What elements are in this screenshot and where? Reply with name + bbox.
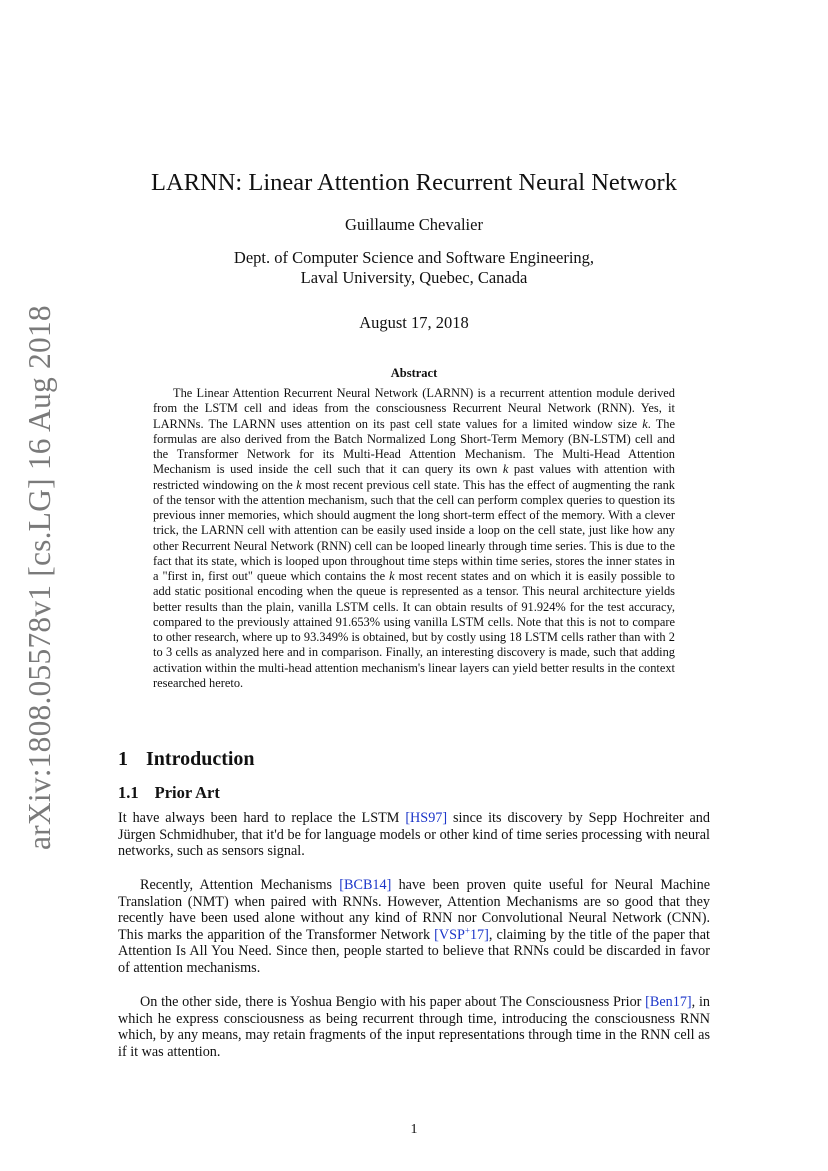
citation-link-hs97[interactable]: [HS97] [405,810,448,826]
abstract-text: . The formulas are also derived from the Batch Normalized Long Short-Term Memory (BN-LSTM) cell and the Transformer Network for its Multi-Head Attention Mechanism. The Multi-Head Attention Mechanism is used inside the cell such that it can query its own [153,416,675,477]
abstract-body [153,386,675,691]
paragraph-text: since its discovery by Sepp Hochreiter and Jürgen Schmidhuber, that it'd be for language models or other kind of time series processing with neural networks, such as sensors signal. [118,810,710,860]
abstract-text: most recent previous cell state. This has the effect of augmenting the rank of the tensor with the attention mechanism, such that the cell can perform complex queries to question its previous inner memories, which should augment the long short-term effect of the memory. With a clever trick, the LARNN cell with attention can be easily used inside a loop on the cell state, just like how any other Recurrent Neural Network (RNN) cell can be looped linearly through time series. This is due to the fact that its state, which is looped upon throughout time steps within time series, stores the inner states in a "first in, first out" queue which contains the [153,477,675,583]
paragraph-2 [118,877,710,977]
page-number: 1 [410,1122,418,1137]
citation-link-bcb14[interactable]: [BCB14] [339,877,392,893]
subsection-number: 1.1 [118,783,139,802]
math-variable-k: k [296,477,302,492]
citation-text: [VSP [434,926,465,943]
citation-link-vsp17[interactable] [434,927,489,943]
paragraph-text: , claiming by the title of the paper that Attention Is All You Need. Since then, people started to believe that RNNs could be discarded in favor of attention mechanisms. [118,926,710,976]
paragraph-text: have been proven quite useful for Neural Machine Translation (NMT) when paired with RNNs. However, Attention Mechanisms are so good that they recently have been used alone without any kind of RNN nor Convolutional Neural Network (CNN). This marks the apparition of the Transformer Network [118,877,711,943]
math-variable-k: k [389,569,395,583]
paper-title: LARNN: Linear Attention Recurrent Neural Network [151,169,677,196]
math-variable-k: k [642,416,648,431]
abstract-text: The Linear Attention Recurrent Neural Network (LARNN) is a recurrent attention module derived from the LSTM cell and ideas from the consciousness Recurrent Neural Network (RNN). Yes, it LARNNs. The LARNN uses attention on its past cell state values for a limited window size [153,386,675,431]
paragraph-text: It have always been hard to replace the LSTM [118,810,406,826]
citation-text: 17] [469,926,489,943]
affiliation-line-2: Laval University, Quebec, Canada [300,268,528,287]
affiliation-line-1: Dept. of Computer Science and Software Engineering, [233,248,595,267]
abstract-text: past values with attention with restricted windowing on the [153,462,675,492]
author-affiliation [0,248,828,288]
paragraph-text: , in which he express consciousness as being recurrent through time, introducing the consciousness RNN which, by any means, may retain fragments of the input representations through time in the RNN cell as if it was attention. [118,994,710,1060]
abstract-text: most recent states and on which it is easily possible to add static positional encoding when the queue is represented as a tensor. This neural architecture yields better results than the plain, vanilla LSTM cells. It can obtain results of 91.924% for the test accuracy, compared to the previously attained 91.653% using vanilla LSTM cells. Note that this is not to compare to other research, where up to 93.349% is obtained, but by costly using 18 LSTM cells rather than with 2 to 3 cells as analyzed here and in comparison. Finally, an interesting discovery is made, such that adding activation within the multi-head attention mechanism's linear layers can yield better results in the context researched hereto. [153,569,676,690]
section-heading-introduction [118,746,255,772]
citation-superscript: + [464,925,470,936]
section-number: 1 [118,748,128,770]
paragraph-text: On the other side, there is Yoshua Bengio with his paper about The Consciousness Prior [140,994,646,1010]
section-title: Introduction [146,748,255,770]
arxiv-identifier-stamp: arXiv:1808.05578v1 [cs.LG] 16 Aug 2018 [22,305,57,850]
paragraph-text: Recently, Attention Mechanisms [140,877,340,893]
paragraph-1 [118,810,710,860]
abstract-heading: Abstract [390,366,438,380]
subsection-heading-prior-art [118,782,220,804]
citation-link-ben17[interactable]: [Ben17] [645,994,692,1010]
math-variable-k: k [502,462,509,477]
author-name: Guillaume Chevalier [345,215,483,234]
paragraph-3 [118,994,710,1060]
subsection-title: Prior Art [154,783,220,802]
publication-date: August 17, 2018 [359,313,469,332]
